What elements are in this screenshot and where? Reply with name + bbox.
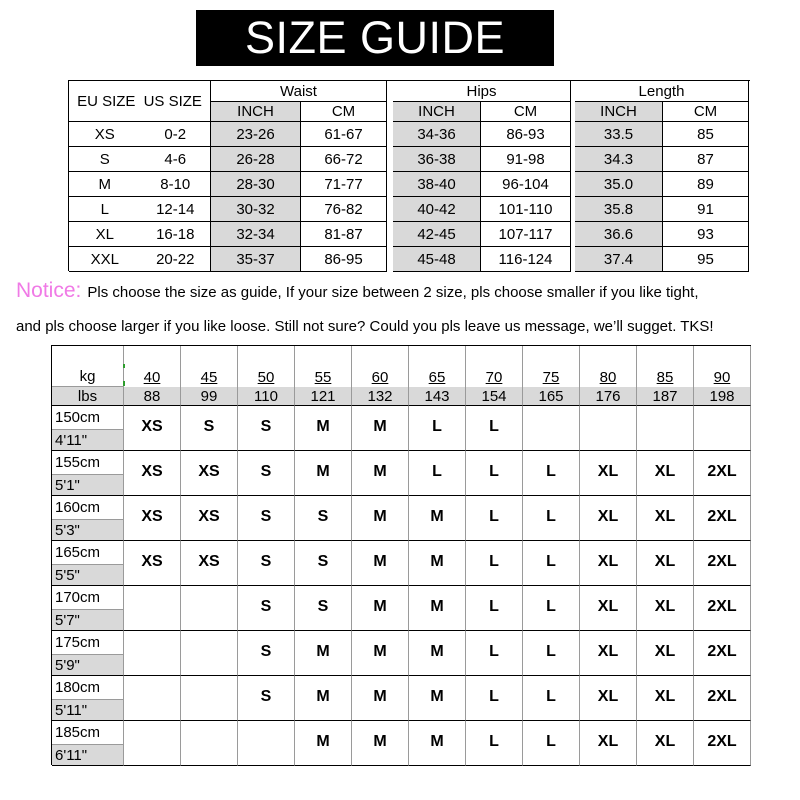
weight-height-chart xyxy=(51,345,751,765)
kg-value: 65 xyxy=(428,369,446,386)
size-recommendation xyxy=(124,676,181,721)
height-cell xyxy=(52,676,124,721)
size-cell xyxy=(69,197,211,222)
eu-size: XXL xyxy=(90,250,119,268)
waist-inch-cell: 35-37 xyxy=(211,247,301,272)
size-recommendation: XL xyxy=(580,496,637,541)
height-ft: 5'5" xyxy=(52,564,123,585)
eu-size: XL xyxy=(95,225,114,243)
waist-cm-cell: 71-77 xyxy=(301,172,387,197)
hips-cm-cell: 107-117 xyxy=(481,222,571,247)
notice-label: Notice: xyxy=(16,279,82,302)
height-cell xyxy=(52,496,124,541)
lbs-header: 121 xyxy=(295,387,352,406)
kg-value: 50 xyxy=(257,369,275,386)
kg-value: 80 xyxy=(599,369,617,386)
size-cell xyxy=(69,122,211,147)
top-spacer xyxy=(694,346,751,366)
lbs-header: 110 xyxy=(238,387,295,406)
kg-header xyxy=(409,366,466,387)
size-recommendation: S xyxy=(238,676,295,721)
us-size: 20-22 xyxy=(156,250,195,268)
height-cell xyxy=(52,406,124,451)
size-recommendation: XL xyxy=(637,676,694,721)
lbs-header: 132 xyxy=(352,387,409,406)
size-recommendation: L xyxy=(466,586,523,631)
size-recommendation: XL xyxy=(637,451,694,496)
kg-header xyxy=(637,366,694,387)
size-recommendation: M xyxy=(352,586,409,631)
size-recommendation: XL xyxy=(637,586,694,631)
kg-header xyxy=(694,366,751,387)
size-recommendation: XL xyxy=(580,451,637,496)
kg-value: 40 xyxy=(143,369,161,386)
lbs-header: 187 xyxy=(637,387,694,406)
height-cm: 155cm xyxy=(55,454,101,471)
kg-header xyxy=(295,366,352,387)
size-recommendation: M xyxy=(409,496,466,541)
size-recommendation: L xyxy=(523,676,580,721)
waist-cm-cell: 81-87 xyxy=(301,222,387,247)
length-cm-cell: 85 xyxy=(663,122,749,147)
hips-inch-cell: 34-36 xyxy=(393,122,481,147)
size-recommendation: S xyxy=(238,631,295,676)
length-inch-cell: 36.6 xyxy=(575,222,663,247)
waist-inch-cell: 26-28 xyxy=(211,147,301,172)
size-recommendation: XS xyxy=(181,451,238,496)
hips-cm-cell: 116-124 xyxy=(481,247,571,272)
size-recommendation xyxy=(124,586,181,631)
length-cm-cell: 89 xyxy=(663,172,749,197)
length-cm-cell: 91 xyxy=(663,197,749,222)
size-recommendation: XL xyxy=(637,721,694,766)
size-recommendation: XS xyxy=(124,406,181,451)
top-spacer xyxy=(181,346,238,366)
size-recommendation: L xyxy=(523,631,580,676)
us-size: 0-2 xyxy=(164,125,187,143)
hips-cm-cell: 91-98 xyxy=(481,147,571,172)
size-recommendation: S xyxy=(181,406,238,451)
size-recommendation: M xyxy=(409,586,466,631)
size-recommendation xyxy=(181,721,238,766)
size-recommendation: XS xyxy=(124,496,181,541)
size-recommendation: XL xyxy=(580,631,637,676)
height-cm: 165cm xyxy=(55,544,101,561)
kg-header xyxy=(580,366,637,387)
size-recommendation: XS xyxy=(181,496,238,541)
size-cell xyxy=(69,222,211,247)
top-spacer xyxy=(466,346,523,366)
height-cm: 185cm xyxy=(55,724,101,741)
size-recommendation: L xyxy=(409,451,466,496)
size-recommendation: L xyxy=(523,586,580,631)
hips-cm-cell: 86-93 xyxy=(481,122,571,147)
size-recommendation: 2XL xyxy=(694,541,751,586)
size-recommendation: L xyxy=(523,541,580,586)
waist-inch-cell: 30-32 xyxy=(211,197,301,222)
size-recommendation: M xyxy=(295,676,352,721)
size-recommendation: M xyxy=(409,721,466,766)
height-cell xyxy=(52,451,124,496)
lbs-label: lbs xyxy=(52,387,124,406)
waist-cm-cell: 66-72 xyxy=(301,147,387,172)
size-recommendation: S xyxy=(238,406,295,451)
size-recommendation: 2XL xyxy=(694,496,751,541)
height-ft: 5'7" xyxy=(52,609,123,630)
us-size: 8-10 xyxy=(160,175,191,193)
height-cm: 180cm xyxy=(55,679,101,696)
lbs-header: 176 xyxy=(580,387,637,406)
size-recommendation: S xyxy=(238,496,295,541)
size-recommendation: M xyxy=(352,676,409,721)
top-spacer xyxy=(637,346,694,366)
size-recommendation: XS xyxy=(124,541,181,586)
size-recommendation xyxy=(637,406,694,451)
kg-value: 75 xyxy=(542,369,560,386)
waist-header: Waist xyxy=(211,81,387,102)
kg-value: 45 xyxy=(200,369,218,386)
size-recommendation: XL xyxy=(580,541,637,586)
height-cell xyxy=(52,631,124,676)
kg-value: 70 xyxy=(485,369,503,386)
kg-header xyxy=(352,366,409,387)
size-recommendation: S xyxy=(238,541,295,586)
height-cm: 150cm xyxy=(55,409,101,426)
height-cell xyxy=(52,541,124,586)
size-recommendation: L xyxy=(523,721,580,766)
height-ft: 5'9" xyxy=(52,654,123,675)
waist-cm-cell: 76-82 xyxy=(301,197,387,222)
hips-inch-cell: 36-38 xyxy=(393,147,481,172)
size-recommendation: XL xyxy=(580,586,637,631)
height-cm: 160cm xyxy=(55,499,101,516)
height-ft: 6'11" xyxy=(52,744,123,765)
height-ft: 5'1" xyxy=(52,474,123,495)
length-inch-cell: 35.8 xyxy=(575,197,663,222)
hips-cm-cell: 101-110 xyxy=(481,197,571,222)
corner-cell xyxy=(52,346,124,366)
us-size: 16-18 xyxy=(156,225,195,243)
waist-inch-cell: 32-34 xyxy=(211,222,301,247)
eu-size: L xyxy=(100,200,109,218)
lbs-header: 198 xyxy=(694,387,751,406)
size-cell xyxy=(69,247,211,272)
hips-inch-cell: 42-45 xyxy=(393,222,481,247)
size-recommendation: M xyxy=(409,676,466,721)
kg-header xyxy=(523,366,580,387)
top-spacer xyxy=(580,346,637,366)
kg-header xyxy=(238,366,295,387)
hips-inch-cell: 45-48 xyxy=(393,247,481,272)
size-header xyxy=(69,81,211,122)
size-recommendation: L xyxy=(466,541,523,586)
size-recommendation: S xyxy=(295,541,352,586)
length-inch-cell: 34.3 xyxy=(575,147,663,172)
size-recommendation: M xyxy=(409,631,466,676)
lbs-header: 143 xyxy=(409,387,466,406)
top-spacer xyxy=(409,346,466,366)
height-ft: 5'3" xyxy=(52,519,123,540)
size-recommendation: M xyxy=(295,721,352,766)
size-recommendation xyxy=(181,676,238,721)
size-recommendation xyxy=(523,406,580,451)
size-recommendation xyxy=(181,631,238,676)
size-recommendation: 2XL xyxy=(694,631,751,676)
hips-header: Hips xyxy=(393,81,571,102)
waist-cm-cell: 61-67 xyxy=(301,122,387,147)
waist-inch-header: INCH xyxy=(211,102,301,122)
size-recommendation: L xyxy=(466,451,523,496)
notice-text-1: Pls choose the size as guide, If your size between 2 size, pls choose smaller if you like tight, xyxy=(87,284,699,301)
height-cell xyxy=(52,586,124,631)
length-cm-header: CM xyxy=(663,102,749,122)
size-recommendation: XS xyxy=(124,451,181,496)
lbs-header: 154 xyxy=(466,387,523,406)
eu-size: S xyxy=(99,150,110,168)
hips-inch-cell: 40-42 xyxy=(393,197,481,222)
us-size: 12-14 xyxy=(156,200,195,218)
size-recommendation: M xyxy=(295,451,352,496)
length-header: Length xyxy=(575,81,749,102)
size-recommendation xyxy=(580,406,637,451)
kg-value: 90 xyxy=(713,369,731,386)
eu-size: M xyxy=(98,175,111,193)
waist-inch-cell: 23-26 xyxy=(211,122,301,147)
size-recommendation: 2XL xyxy=(694,451,751,496)
us-size-header: US SIZE xyxy=(143,92,202,110)
hips-cm-header: CM xyxy=(481,102,571,122)
length-cm-cell: 87 xyxy=(663,147,749,172)
size-recommendation: L xyxy=(523,451,580,496)
measurement-table xyxy=(68,80,750,271)
kg-label: kg xyxy=(52,366,124,387)
top-spacer xyxy=(352,346,409,366)
eu-size: XS xyxy=(94,125,115,143)
size-recommendation: XL xyxy=(580,676,637,721)
top-spacer xyxy=(295,346,352,366)
corner-mark-icon xyxy=(122,364,126,386)
waist-cm-header: CM xyxy=(301,102,387,122)
us-size: 4-6 xyxy=(164,150,187,168)
size-recommendation xyxy=(238,721,295,766)
size-cell xyxy=(69,172,211,197)
size-recommendation: L xyxy=(466,496,523,541)
waist-cm-cell: 86-95 xyxy=(301,247,387,272)
top-spacer xyxy=(124,346,181,366)
size-recommendation: M xyxy=(352,406,409,451)
hips-inch-header: INCH xyxy=(393,102,481,122)
size-recommendation: XL xyxy=(637,541,694,586)
size-recommendation: L xyxy=(409,406,466,451)
height-cm: 170cm xyxy=(55,589,101,606)
length-inch-cell: 35.0 xyxy=(575,172,663,197)
length-inch-header: INCH xyxy=(575,102,663,122)
lbs-header: 99 xyxy=(181,387,238,406)
size-recommendation: XS xyxy=(181,541,238,586)
kg-value: 85 xyxy=(656,369,674,386)
size-recommendation xyxy=(124,631,181,676)
size-recommendation: L xyxy=(466,631,523,676)
size-recommendation: XL xyxy=(637,496,694,541)
size-recommendation xyxy=(694,406,751,451)
size-recommendation: M xyxy=(295,631,352,676)
size-recommendation: L xyxy=(466,676,523,721)
size-cell xyxy=(69,147,211,172)
size-recommendation: 2XL xyxy=(694,586,751,631)
size-recommendation: M xyxy=(352,451,409,496)
size-recommendation: S xyxy=(295,496,352,541)
lbs-header: 165 xyxy=(523,387,580,406)
size-recommendation: M xyxy=(352,721,409,766)
height-cell xyxy=(52,721,124,766)
size-recommendation: 2XL xyxy=(694,676,751,721)
eu-size-header: EU SIZE xyxy=(77,92,136,110)
notice-line-2: and pls choose larger if you like loose. Still not sure? Could you pls leave us message, we’ll sugget. TKS! xyxy=(16,318,714,335)
height-cm: 175cm xyxy=(55,634,101,651)
notice-line-1 xyxy=(16,279,786,307)
size-recommendation: M xyxy=(409,541,466,586)
size-recommendation: M xyxy=(352,541,409,586)
kg-value: 60 xyxy=(371,369,389,386)
page-title: SIZE GUIDE xyxy=(196,10,554,66)
size-recommendation: S xyxy=(238,451,295,496)
size-recommendation: M xyxy=(352,496,409,541)
height-ft: 5'11" xyxy=(52,699,123,720)
hips-cm-cell: 96-104 xyxy=(481,172,571,197)
kg-header xyxy=(466,366,523,387)
waist-inch-cell: 28-30 xyxy=(211,172,301,197)
kg-header xyxy=(181,366,238,387)
height-ft: 4'11" xyxy=(52,429,123,450)
size-recommendation: L xyxy=(466,406,523,451)
kg-value: 55 xyxy=(314,369,332,386)
size-recommendation: XL xyxy=(580,721,637,766)
lbs-header: 88 xyxy=(124,387,181,406)
size-recommendation: XL xyxy=(637,631,694,676)
size-recommendation xyxy=(124,721,181,766)
length-inch-cell: 33.5 xyxy=(575,122,663,147)
length-inch-cell: 37.4 xyxy=(575,247,663,272)
kg-header xyxy=(124,366,181,387)
size-recommendation xyxy=(181,586,238,631)
size-recommendation: S xyxy=(295,586,352,631)
size-recommendation: S xyxy=(238,586,295,631)
size-recommendation: M xyxy=(352,631,409,676)
size-recommendation: L xyxy=(523,496,580,541)
hips-inch-cell: 38-40 xyxy=(393,172,481,197)
size-recommendation: 2XL xyxy=(694,721,751,766)
length-cm-cell: 93 xyxy=(663,222,749,247)
size-recommendation: L xyxy=(466,721,523,766)
top-spacer xyxy=(238,346,295,366)
length-cm-cell: 95 xyxy=(663,247,749,272)
top-spacer xyxy=(523,346,580,366)
size-recommendation: M xyxy=(295,406,352,451)
